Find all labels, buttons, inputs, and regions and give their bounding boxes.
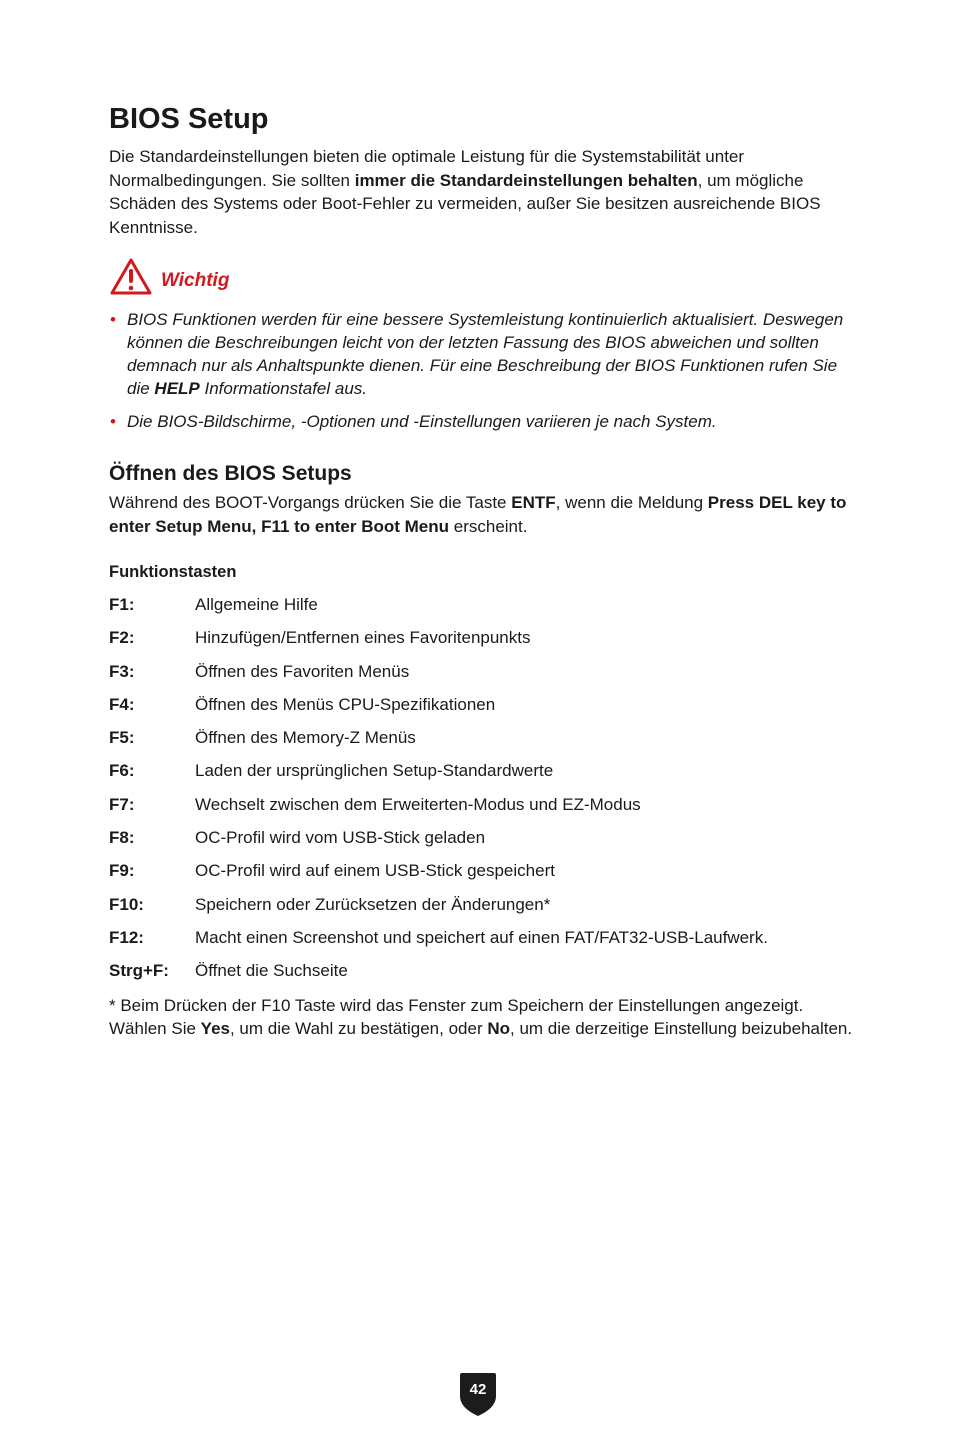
bullet-dot: • xyxy=(110,310,116,329)
function-key-row xyxy=(109,793,854,826)
function-key-name: F8: xyxy=(109,828,135,848)
function-key-row xyxy=(109,826,854,859)
function-key-desc: Öffnen des Menüs CPU-Spezifikationen xyxy=(195,694,496,714)
footnote-text-3: , um die derzeitige Einstellung beizubehalten. xyxy=(510,1019,853,1039)
function-key-row xyxy=(109,959,854,992)
page-number: 42 xyxy=(469,1381,487,1398)
function-key-desc: Öffnet die Suchseite xyxy=(195,961,348,981)
opening-text-3: erscheint. xyxy=(449,516,528,536)
function-key-desc: Macht einen Screenshot und speichert auf einen FAT/FAT32-USB-Laufwerk. xyxy=(195,927,768,947)
intro-text-1: Die Standardeinstellungen bieten die optimale Leistung für die Systemstabilität unter Normalbedingungen. Sie sollten xyxy=(109,147,745,190)
function-key-name: Strg+F: xyxy=(109,961,169,981)
function-key-desc: OC-Profil wird auf einem USB-Stick gespeichert xyxy=(195,861,555,881)
function-keys-heading: Funktionstasten xyxy=(109,563,237,581)
function-key-desc: Allgemeine Hilfe xyxy=(195,595,318,614)
function-key-name: F2: xyxy=(109,628,135,648)
footnote-text-1: * Beim Drücken der F10 Taste wird das Fenster zum Speichern der Einstellungen angezeigt. Wählen Sie xyxy=(109,995,804,1039)
function-key-name: F4: xyxy=(109,694,135,714)
function-key-desc: Wechselt zwischen dem Erweiterten-Modus und EZ-Modus xyxy=(195,794,641,814)
page-title: BIOS Setup xyxy=(109,103,269,135)
function-key-desc: Speichern oder Zurücksetzen der Änderungen* xyxy=(195,894,551,914)
footnote-text-2: , um die Wahl zu bestätigen, oder xyxy=(229,1019,488,1039)
function-key-row xyxy=(109,859,854,892)
function-key-row xyxy=(109,626,854,659)
function-key-desc: Hinzufügen/Entfernen eines Favoritenpunkts xyxy=(195,628,531,648)
function-key-row xyxy=(109,660,854,693)
page-number-badge xyxy=(458,1370,498,1418)
function-key-name: F5: xyxy=(109,728,135,748)
important-bullet-2 xyxy=(109,410,854,433)
important-title: Wichtig xyxy=(161,270,230,291)
function-key-desc: OC-Profil wird vom USB-Stick geladen xyxy=(195,828,486,848)
function-key-row xyxy=(109,593,854,626)
function-key-name: F7: xyxy=(109,794,135,814)
document-page xyxy=(109,100,854,1041)
opening-paragraph xyxy=(109,491,854,538)
opening-key: ENTF xyxy=(511,493,556,512)
important-note-header xyxy=(109,257,854,297)
opening-message: Press DEL key to enter Setup Menu, F11 to enter Boot Menu xyxy=(109,493,847,536)
function-key-row xyxy=(109,693,854,726)
function-keys-list xyxy=(109,593,854,993)
footnote-yes: Yes xyxy=(200,1019,230,1039)
warning-triangle-icon xyxy=(109,257,153,297)
intro-text-2: , um mögliche Schäden des Systems oder Boot-Fehler zu vermeiden, außer Sie besitzen ausreichende BIOS Kenntnisse. xyxy=(109,170,821,237)
footnote-no: No xyxy=(487,1019,510,1039)
important-bullet-1 xyxy=(109,308,854,400)
function-key-name: F12: xyxy=(109,927,144,947)
function-key-name: F10: xyxy=(109,894,144,914)
bullet-1-text-2: Informationstafel aus. xyxy=(199,379,368,398)
function-key-desc: Öffnen des Favoriten Menüs xyxy=(195,661,410,681)
function-key-name: F6: xyxy=(109,761,135,781)
function-key-row xyxy=(109,726,854,759)
function-key-name: F3: xyxy=(109,661,135,681)
intro-bold: immer die Standardeinstellungen behalten xyxy=(354,170,698,190)
function-key-desc: Öffnen des Memory-Z Menüs xyxy=(195,728,416,748)
function-key-row xyxy=(109,926,854,959)
intro-paragraph xyxy=(109,145,854,239)
bullet-dot: • xyxy=(110,412,116,431)
opening-text-2: , wenn die Meldung xyxy=(555,493,708,512)
function-key-name: F9: xyxy=(109,861,135,881)
function-key-desc: Laden der ursprünglichen Setup-Standardwerte xyxy=(195,761,554,781)
opening-text-1: Während des BOOT-Vorgangs drücken Sie die Taste xyxy=(109,493,512,512)
function-key-name: F1: xyxy=(109,595,135,614)
footnote-paragraph xyxy=(109,994,854,1041)
opening-heading: Öffnen des BIOS Setups xyxy=(109,462,352,485)
bullet-1-help: HELP xyxy=(154,379,200,398)
bullet-1-text-1: BIOS Funktionen werden für eine bessere Systemleistung kontinuierlich aktualisiert. Deswegen können die Beschreibungen leicht von der letzten Fassung des BIOS abweichen und sollten demnach nur als Anhaltspunkte dienen. Für eine Beschreibung der BIOS Funktionen rufen Sie die xyxy=(127,310,844,398)
bullet-2-text: Die BIOS-Bildschirme, -Optionen und -Einstellungen variieren je nach System. xyxy=(127,412,717,431)
important-bullet-list xyxy=(109,308,854,433)
function-key-row xyxy=(109,893,854,926)
function-key-row xyxy=(109,759,854,792)
